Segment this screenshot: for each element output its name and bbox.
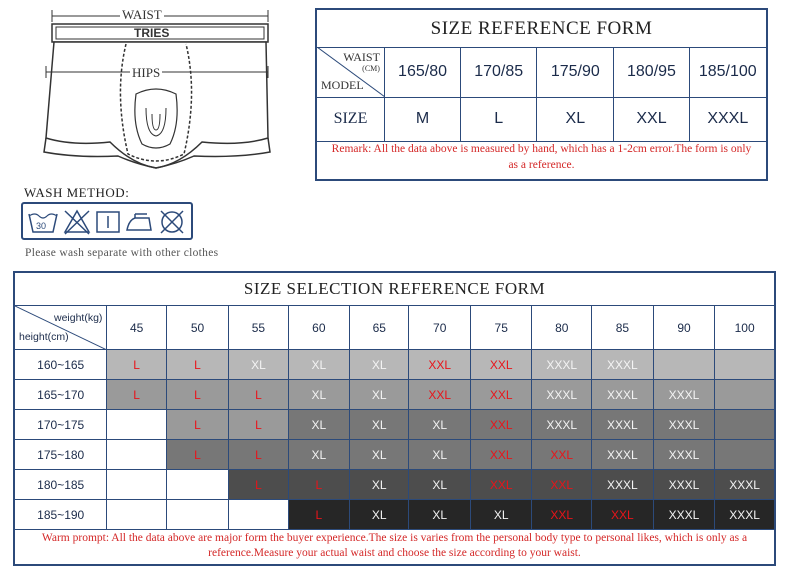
size-selection-cell: XXL	[532, 440, 592, 470]
size-selection-cell: XL	[350, 440, 409, 470]
size-selection-cell: XL	[350, 500, 409, 530]
size-selection-cell: XXXL	[592, 410, 654, 440]
size-selection-cell: XL	[229, 350, 288, 380]
size-selection-cell: XXL	[409, 350, 471, 380]
size-selection-cell: XXXL	[592, 350, 654, 380]
size-selection-cell	[107, 500, 166, 530]
model-cell: 170/85	[461, 47, 537, 97]
model-cell: 175/90	[537, 47, 614, 97]
size-selection-row	[15, 470, 774, 500]
size-selection-cell	[715, 440, 774, 470]
size-selection-cell	[653, 350, 715, 380]
size-selection-cell: L	[166, 380, 228, 410]
weight-header-cell: 80	[532, 306, 592, 350]
size-selection-cell: XXXL	[653, 410, 715, 440]
size-selection-cell: XXXL	[653, 380, 715, 410]
size-selection-cell: XL	[288, 410, 349, 440]
size-selection-cell: L	[229, 410, 288, 440]
size-selection-cell: XL	[350, 350, 409, 380]
reference-remark: Remark: All the data above is measured by hand, which has a 1-2cm error.The form is only as a reference.	[331, 143, 752, 171]
size-selection-cell: XL	[409, 470, 471, 500]
size-selection-row	[15, 440, 774, 470]
height-label-cell: 160~165	[15, 350, 107, 380]
size-selection-cell: XXXL	[592, 380, 654, 410]
height-label-cell: 170~175	[15, 410, 107, 440]
size-selection-cell: XXL	[470, 380, 532, 410]
size-selection-cell	[107, 440, 166, 470]
wash-method-title: WASH METHOD:	[24, 185, 130, 200]
size-selection-cell	[107, 470, 166, 500]
underwear-diagram	[32, 4, 282, 174]
size-selection-table	[15, 305, 774, 530]
size-selection-cell	[166, 470, 228, 500]
waist-label: WAIST	[122, 7, 162, 22]
wash-symbols	[27, 208, 191, 236]
size-selection-cell: XL	[350, 410, 409, 440]
wash-temp-text: 30	[36, 221, 47, 231]
weight-header-cell: 100	[715, 306, 774, 350]
size-selection-title: SIZE SELECTION REFERENCE FORM	[243, 279, 546, 298]
size-selection-cell: L	[166, 440, 228, 470]
size-selection-cell: XL	[350, 470, 409, 500]
weight-header-cell: 65	[350, 306, 409, 350]
size-selection-cell: XXXL	[653, 500, 715, 530]
tumble-dry-icon	[97, 212, 119, 232]
reference-corner-top: WAIST (CM)	[343, 50, 380, 73]
size-selection-cell: L	[288, 500, 349, 530]
size-selection-cell: XL	[288, 350, 349, 380]
iron-icon	[127, 214, 151, 230]
size-selection-row	[15, 350, 774, 380]
weight-header-cell: 55	[229, 306, 288, 350]
size-selection-cell: XL	[350, 380, 409, 410]
size-selection-cell	[715, 350, 774, 380]
no-dryclean-icon	[161, 211, 183, 233]
size-selection-cell	[107, 410, 166, 440]
size-reference-form	[315, 8, 768, 181]
weight-header-cell: 45	[107, 306, 166, 350]
model-cell: 165/80	[384, 47, 460, 97]
size-selection-cell: XXXL	[653, 470, 715, 500]
size-selection-cell: XXXL	[715, 500, 774, 530]
size-selection-cell: XL	[409, 500, 471, 530]
size-selection-row	[15, 500, 774, 530]
size-selection-cell: L	[229, 440, 288, 470]
size-selection-cell: XXXL	[653, 440, 715, 470]
size-selection-cell: XXXL	[592, 470, 654, 500]
size-cell: XXXL	[689, 97, 766, 141]
size-selection-form	[13, 271, 776, 566]
size-selection-cell: XL	[470, 500, 532, 530]
wash-30-icon	[29, 214, 57, 232]
size-selection-cell	[229, 500, 288, 530]
weight-header-cell: 75	[470, 306, 532, 350]
height-label-cell: 165~170	[15, 380, 107, 410]
size-selection-cell	[715, 410, 774, 440]
size-selection-cell: XL	[288, 380, 349, 410]
height-axis-label: height(cm)	[19, 331, 69, 343]
selection-corner-cell	[15, 306, 107, 350]
weight-header-cell: 85	[592, 306, 654, 350]
size-selection-cell: XXL	[470, 350, 532, 380]
size-selection-cell: XXL	[532, 500, 592, 530]
size-selection-cell: XXL	[592, 500, 654, 530]
size-reference-title: SIZE REFERENCE FORM	[317, 10, 766, 48]
height-label-cell: 180~185	[15, 470, 107, 500]
size-selection-cell: XXXL	[592, 440, 654, 470]
size-selection-row	[15, 380, 774, 410]
size-selection-cell: L	[166, 410, 228, 440]
size-selection-cell: XXXL	[532, 410, 592, 440]
warm-prompt: Warm prompt: All the data above are major form the buyer experience.The size is varies from the personal body type to personal likes, which is only as a reference.Measure your actual waist and choose the size according to your waist.	[41, 532, 748, 559]
no-bleach-icon	[65, 211, 89, 234]
size-selection-cell: XXXL	[715, 470, 774, 500]
model-cell: 180/95	[614, 47, 689, 97]
size-reference-table	[317, 47, 766, 142]
height-label-cell: 185~190	[15, 500, 107, 530]
size-selection-cell: XXL	[470, 440, 532, 470]
size-selection-cell	[166, 500, 228, 530]
size-selection-cell: XXL	[470, 410, 532, 440]
size-selection-cell: L	[107, 350, 166, 380]
size-selection-cell: XL	[409, 440, 471, 470]
size-selection-cell: XXL	[532, 470, 592, 500]
size-selection-cell: L	[288, 470, 349, 500]
size-cell: M	[384, 97, 460, 141]
weight-header-cell: 50	[166, 306, 228, 350]
weight-header-cell: 70	[409, 306, 471, 350]
size-cell: L	[461, 97, 537, 141]
size-selection-cell: XL	[409, 410, 471, 440]
size-cell: XXL	[614, 97, 689, 141]
size-selection-cell	[715, 380, 774, 410]
waistband-label: TRIES	[134, 26, 170, 40]
size-selection-cell: L	[166, 350, 228, 380]
size-selection-cell: L	[229, 380, 288, 410]
size-selection-row	[15, 410, 774, 440]
size-selection-cell: XXXL	[532, 380, 592, 410]
size-selection-cell: XL	[288, 440, 349, 470]
weight-header-cell: 60	[288, 306, 349, 350]
weight-axis-label: weight(kg)	[53, 312, 103, 324]
size-row-label: SIZE	[317, 97, 384, 141]
weight-header-cell: 90	[653, 306, 715, 350]
size-selection-cell: L	[107, 380, 166, 410]
reference-corner-bottom: MODEL	[321, 77, 364, 92]
wash-note: Please wash separate with other clothes	[25, 247, 219, 259]
size-selection-cell: XXXL	[532, 350, 592, 380]
size-selection-cell: L	[229, 470, 288, 500]
model-cell: 185/100	[689, 47, 766, 97]
size-cell: XL	[537, 97, 614, 141]
size-selection-cell: XXL	[409, 380, 471, 410]
wash-icons-box	[21, 202, 193, 240]
height-label-cell: 175~180	[15, 440, 107, 470]
reference-corner-cell	[317, 47, 384, 97]
hips-label: HIPS	[132, 65, 161, 80]
size-selection-cell: XXL	[470, 470, 532, 500]
